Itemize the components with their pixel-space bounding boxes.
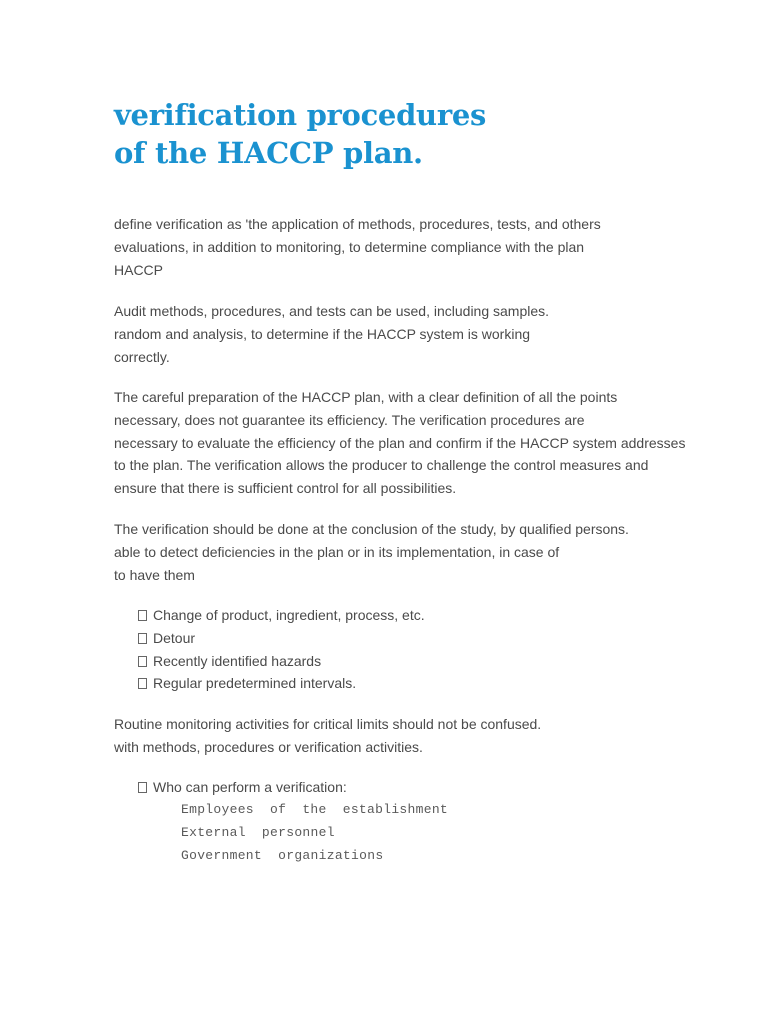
title-line-1: verification procedures [114, 98, 486, 132]
text-line: necessary, does not guarantee its efficiency. The verification procedures are [114, 411, 585, 428]
text-line: random and analysis, to determine if the HACCP system is working [114, 325, 531, 342]
list-item [138, 672, 425, 695]
title-line-2: of the HACCP plan. [114, 136, 423, 170]
checkbox-glyph-icon [138, 678, 147, 689]
list-item-label: Detour [153, 629, 196, 646]
checkbox-glyph-icon [138, 633, 147, 644]
paragraph-verification-timing [114, 518, 629, 586]
text-line: The careful preparation of the HACCP plan, with a clear definition of all the points [114, 389, 618, 405]
list-item-label: Change of product, ingredient, process, etc. [153, 607, 425, 623]
list-item: Employees of the establishment [181, 802, 449, 817]
text-line: able to detect deficiencies in the plan or in its implementation, in case of [114, 543, 560, 560]
paragraph-definition [114, 213, 601, 281]
paragraph-careful-preparation [114, 386, 685, 500]
text-line: define verification as 'the application of methods, procedures, tests, and others [114, 216, 601, 232]
list-item: External personnel [181, 825, 335, 840]
text-line: Routine monitoring activities for critical limits should not be confused. [114, 716, 542, 732]
list-item-label: Who can perform a verification: [153, 779, 347, 795]
text-line: HACCP [114, 261, 164, 278]
checkbox-glyph-icon [138, 782, 147, 793]
text-line: The verification should be done at the conclusion of the study, by qualified persons. [114, 521, 629, 537]
text-line: ensure that there is sufficient control for all possibilities. [114, 480, 457, 497]
text-line: to the plan. The verification allows the producer to challenge the control measures and [114, 457, 649, 474]
list-item [138, 650, 425, 673]
checkbox-glyph-icon [138, 656, 147, 667]
list-item [138, 776, 347, 799]
text-line: necessary to evaluate the efficiency of the plan and confirm if the HACCP system addresses [114, 434, 686, 451]
verification-triggers-list [138, 604, 425, 695]
text-line: with methods, procedures or verification activities. [114, 738, 423, 755]
list-item-label: Regular predetermined intervals. [153, 675, 357, 692]
checkbox-glyph-icon [138, 610, 147, 621]
page-title [114, 96, 486, 172]
who-list-heading [138, 776, 347, 799]
list-item [138, 627, 425, 650]
text-line: correctly. [114, 348, 170, 365]
list-item [138, 604, 425, 627]
text-line: evaluations, in addition to monitoring, to determine compliance with the plan [114, 238, 585, 255]
paragraph-audit-methods [114, 300, 549, 368]
text-line: to have them [114, 566, 195, 583]
text-line: Audit methods, procedures, and tests can be used, including samples. [114, 303, 550, 319]
list-item: Government organizations [181, 848, 384, 863]
who-can-verify-list [181, 798, 448, 867]
list-item-label: Recently identified hazards [153, 652, 322, 669]
paragraph-routine-monitoring [114, 713, 541, 759]
